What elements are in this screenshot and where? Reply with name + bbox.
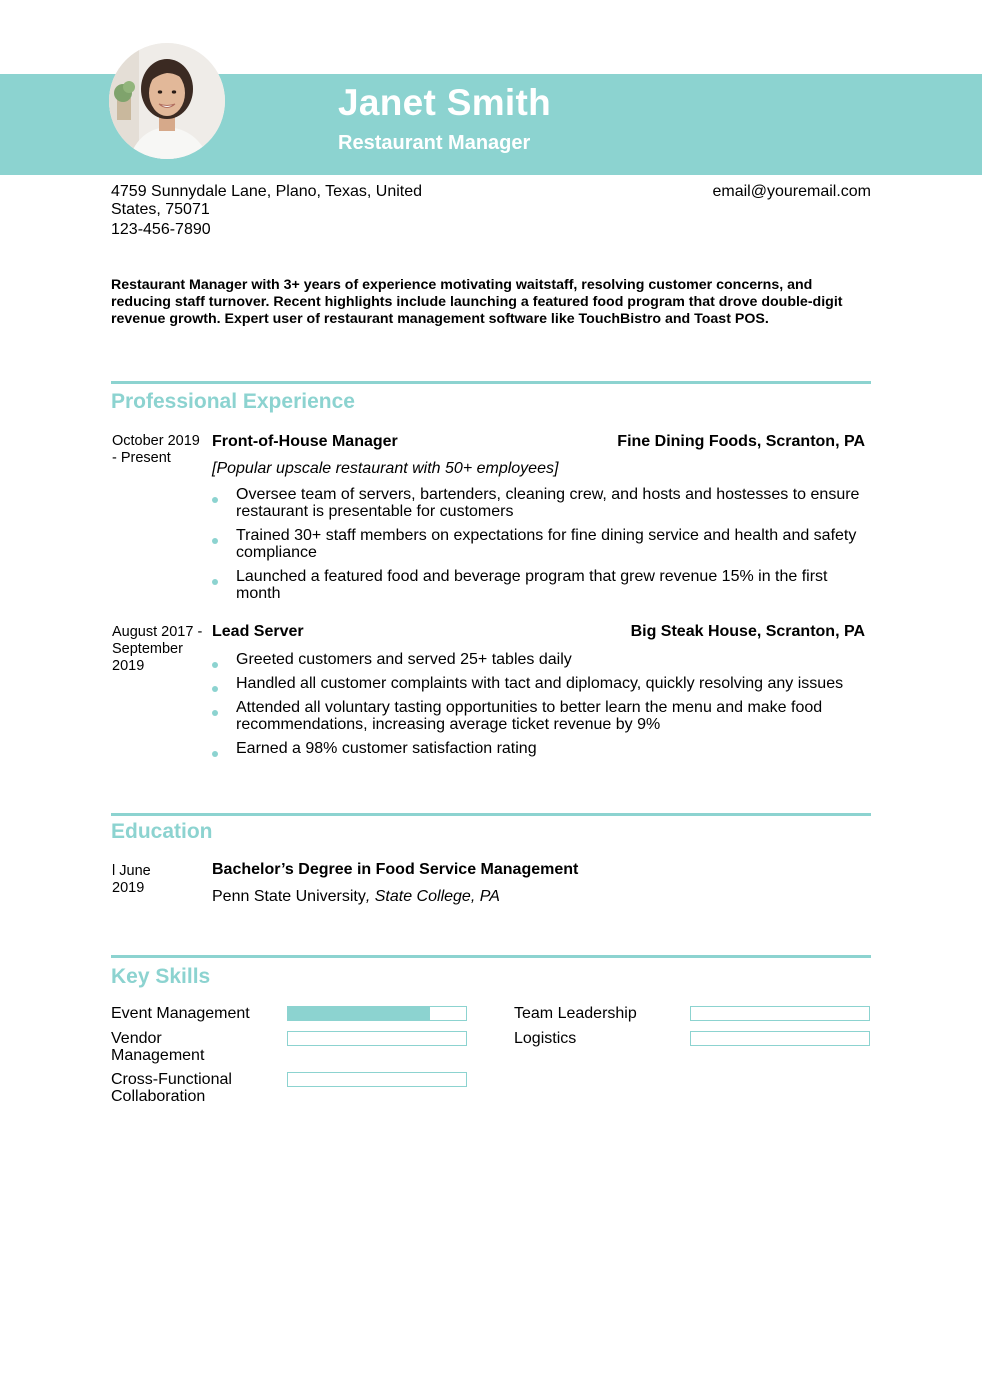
job-role: Lead Server [212,623,304,640]
skill-label: Vendor Management [111,1030,205,1064]
candidate-title: Restaurant Manager [338,132,531,154]
education-date: l June 2019 [112,863,151,896]
bullet-item [212,486,867,520]
contact-phone: 123-456-7890 [111,221,211,238]
section-divider [111,955,871,958]
education-heading: Education [111,820,213,843]
skill-label: Logistics [514,1030,577,1047]
bullet-text: Greeted customers and served 25+ tables daily [236,651,572,668]
job-bullets [212,651,867,764]
bullet-text: Handled all customer complaints with tact and diplomacy, quickly resolving any issues [236,675,844,692]
bullet-dot-icon [212,751,218,757]
bullet-item [212,675,867,692]
education-degree: Bachelor’s Degree in Food Service Management [212,861,579,878]
bullet-item [212,740,867,757]
bullet-dot-icon [212,497,218,503]
bullet-text: Earned a 98% customer satisfaction rating [236,740,537,757]
bullet-text: Oversee team of servers, bartenders, cleaning crew, and hosts and hostesses to ensure restaurant is presentable for customers [236,486,860,520]
bullet-item [212,568,867,602]
skill-bar [287,1072,467,1087]
education-school [212,888,500,906]
bullet-item [212,651,867,668]
contact-email: email@youremail.com [712,183,871,200]
bullet-item [212,699,867,733]
contact-address: 4759 Sunnydale Lane, Plano, Texas, United States, 75071 [111,183,423,218]
job-date: October 2019 - Present [112,433,200,466]
bullet-dot-icon [212,686,218,692]
skill-bar-fill [288,1007,430,1020]
summary-text: Restaurant Manager with 3+ years of experience motivating waitstaff, resolving customer concerns, and reducing staff turnover. Recent highlights include launching a featured food program that drove double-digit revenue growth. Expert user of restaurant management software like TouchBistro and Toast POS. [111,277,843,327]
bullet-text: Launched a featured food and beverage program that grew revenue 15% in the first month [236,568,828,602]
school-location: , State College, PA [365,888,500,905]
profile-photo-image [109,43,225,159]
bullet-dot-icon [212,538,218,544]
skills-heading: Key Skills [111,965,211,988]
profile-photo [109,43,225,159]
skill-bar [287,1031,467,1046]
bullet-item [212,527,867,561]
bullet-dot-icon [212,579,218,585]
job-company: Big Steak House, Scranton, PA [630,623,865,640]
bullet-dot-icon [212,662,218,668]
job-date: August 2017 - September 2019 [112,624,203,674]
job-role: Front-of-House Manager [212,433,398,450]
school-name: Penn State University [212,888,366,905]
skill-bar [690,1031,870,1046]
job-company: Fine Dining Foods, Scranton, PA [617,433,865,450]
experience-heading: Professional Experience [111,390,355,413]
skill-bar [690,1006,870,1021]
section-divider [111,813,871,816]
job-bullets [212,486,867,609]
skill-label: Event Management [111,1005,250,1022]
section-divider [111,381,871,384]
candidate-name: Janet Smith [338,82,552,123]
bullet-text: Trained 30+ staff members on expectations for fine dining service and health and safety compliance [236,527,857,561]
skill-bar [287,1006,467,1021]
skill-label: Team Leadership [514,1005,637,1022]
job-description: [Popular upscale restaurant with 50+ employees] [212,460,559,477]
bullet-text: Attended all voluntary tasting opportunities to better learn the menu and make food recommendations, increasing average ticket revenue by 9% [236,699,823,733]
skill-label: Cross-Functional Collaboration [111,1071,232,1105]
bullet-dot-icon [212,710,218,716]
